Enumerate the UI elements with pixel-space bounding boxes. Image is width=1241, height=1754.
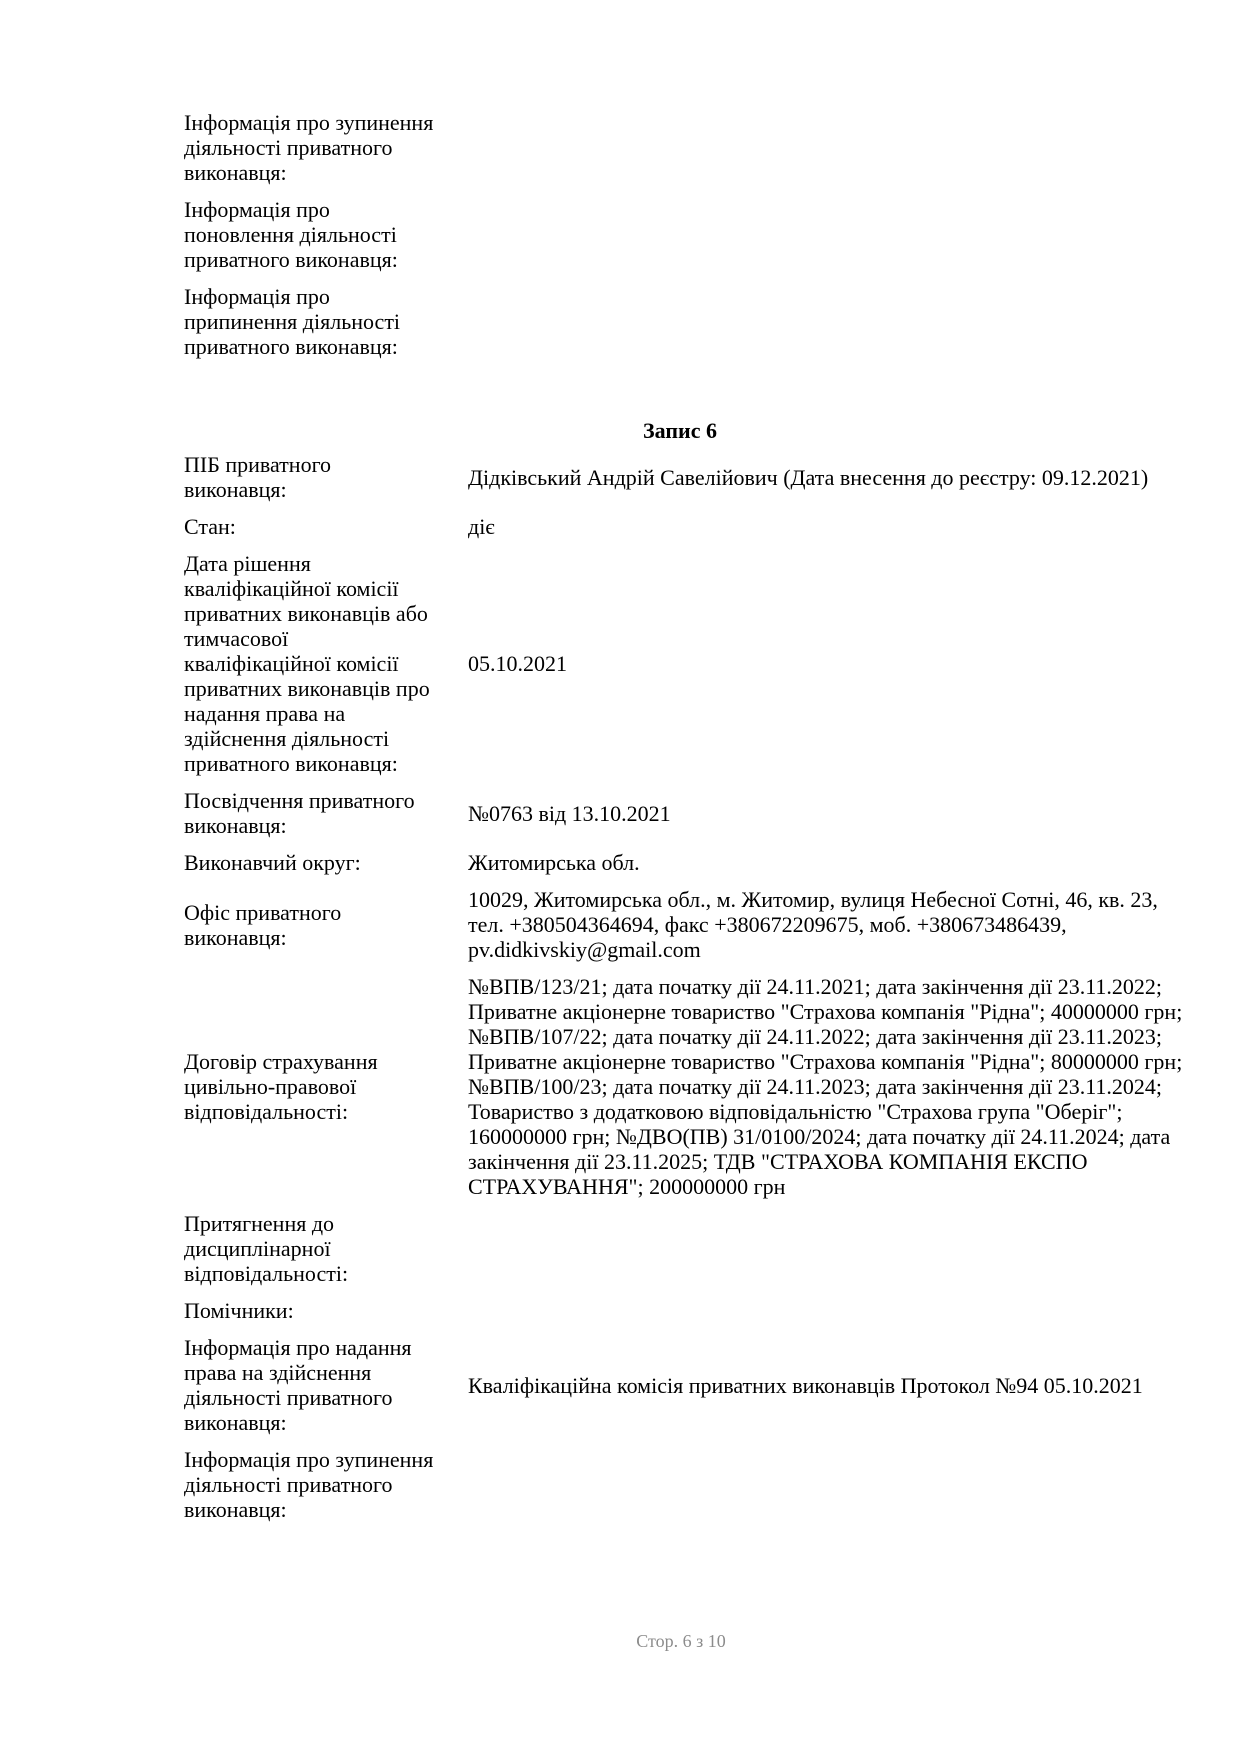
field-value: Кваліфікаційна комісія приватних виконавців Протокол №94 05.10.2021 xyxy=(468,1372,1143,1398)
record-row xyxy=(0,850,1241,875)
record-row xyxy=(0,887,1241,962)
field-value: 10029, Житомирська обл., м. Житомир, вулиця Небесної Сотні, 46, кв. 23, тел. +380504364694, факс +380672209675, моб. +380673486439, pv.didkivskiy@gmail.com xyxy=(468,887,1158,962)
field-label: Інформація про зупинення діяльності приватного виконавця: xyxy=(184,1447,434,1522)
field-label: Інформація про зупинення діяльності приватного виконавця: xyxy=(184,110,434,185)
field-label: Помічники: xyxy=(184,1298,294,1323)
field-value: 05.10.2021 xyxy=(468,651,567,676)
field-label: Офіс приватного виконавця: xyxy=(184,899,342,950)
record-row xyxy=(0,788,1241,838)
field-label: ПІБ приватного виконавця: xyxy=(184,452,332,502)
record-row xyxy=(0,1211,1241,1286)
field-label: Інформація про припинення діяльності приватного виконавця: xyxy=(184,284,401,359)
field-value: №0763 від 13.10.2021 xyxy=(468,800,671,826)
record-row xyxy=(0,1298,1241,1323)
record-row xyxy=(0,197,1241,272)
field-value: Житомирська обл. xyxy=(468,850,640,875)
record-row xyxy=(0,452,1241,502)
field-label: Інформація про поновлення діяльності приватного виконавця: xyxy=(184,197,398,272)
record-row xyxy=(0,1335,1241,1435)
record-row xyxy=(0,110,1241,185)
previous-record-block xyxy=(0,110,1241,371)
field-value: Дідківський Андрій Савелійович (Дата внесення до реєстру: 09.12.2021) xyxy=(468,464,1149,490)
page-number: Стор. 6 з 10 xyxy=(636,1631,726,1651)
record-row xyxy=(0,1447,1241,1522)
field-label: Дата рішення кваліфікаційної комісії приватних виконавців або тимчасової кваліфікаційної комісії приватних виконавців про надання права на здійснення діяльності приватного виконавця: xyxy=(184,551,430,776)
record-block xyxy=(0,452,1241,1534)
field-label: Інформація про надання права на здійснення діяльності приватного виконавця: xyxy=(184,1335,412,1435)
field-label: Притягнення до дисциплінарної відповідальності: xyxy=(184,1211,349,1286)
field-label: Виконавчий округ: xyxy=(184,850,361,875)
record-row xyxy=(0,284,1241,359)
field-label: Стан: xyxy=(184,514,236,539)
record-title: Запис 6 xyxy=(643,418,717,443)
field-value: №ВПВ/123/21; дата початку дії 24.11.2021; дата закінчення дії 23.11.2022; Приватне акціонерне товариство "Страхова компанія "Рідна"; 40000000 грн; №ВПВ/107/22; дата початку дії 24.11.2022; дата закінчення дії 23.11.2023; Приватне акціонерне товариство "Страхова компанія "Рідна"; 80000000 грн; №ВПВ/100/23; дата початку дії 24.11.2023; дата закінчення дії 23.11.2024; Товариство з додатковою відповідальністю "Страхова група "Оберіг"; 160000000 грн; №ДВО(ПВ) 31/0100/2024; дата початку дії 24.11.2024; дата закінчення дії 23.11.2025; ТДВ "СТРАХОВА КОМПАНІЯ ЕКСПО СТРАХУВАННЯ"; 200000000 грн xyxy=(468,974,1183,1199)
record-row xyxy=(0,974,1241,1199)
record-row xyxy=(0,514,1241,539)
record-row xyxy=(0,551,1241,776)
field-label: Договір страхування цивільно-правової відповідальності: xyxy=(184,1049,378,1124)
field-value: діє xyxy=(468,514,495,539)
field-label: Посвідчення приватного виконавця: xyxy=(184,788,415,838)
